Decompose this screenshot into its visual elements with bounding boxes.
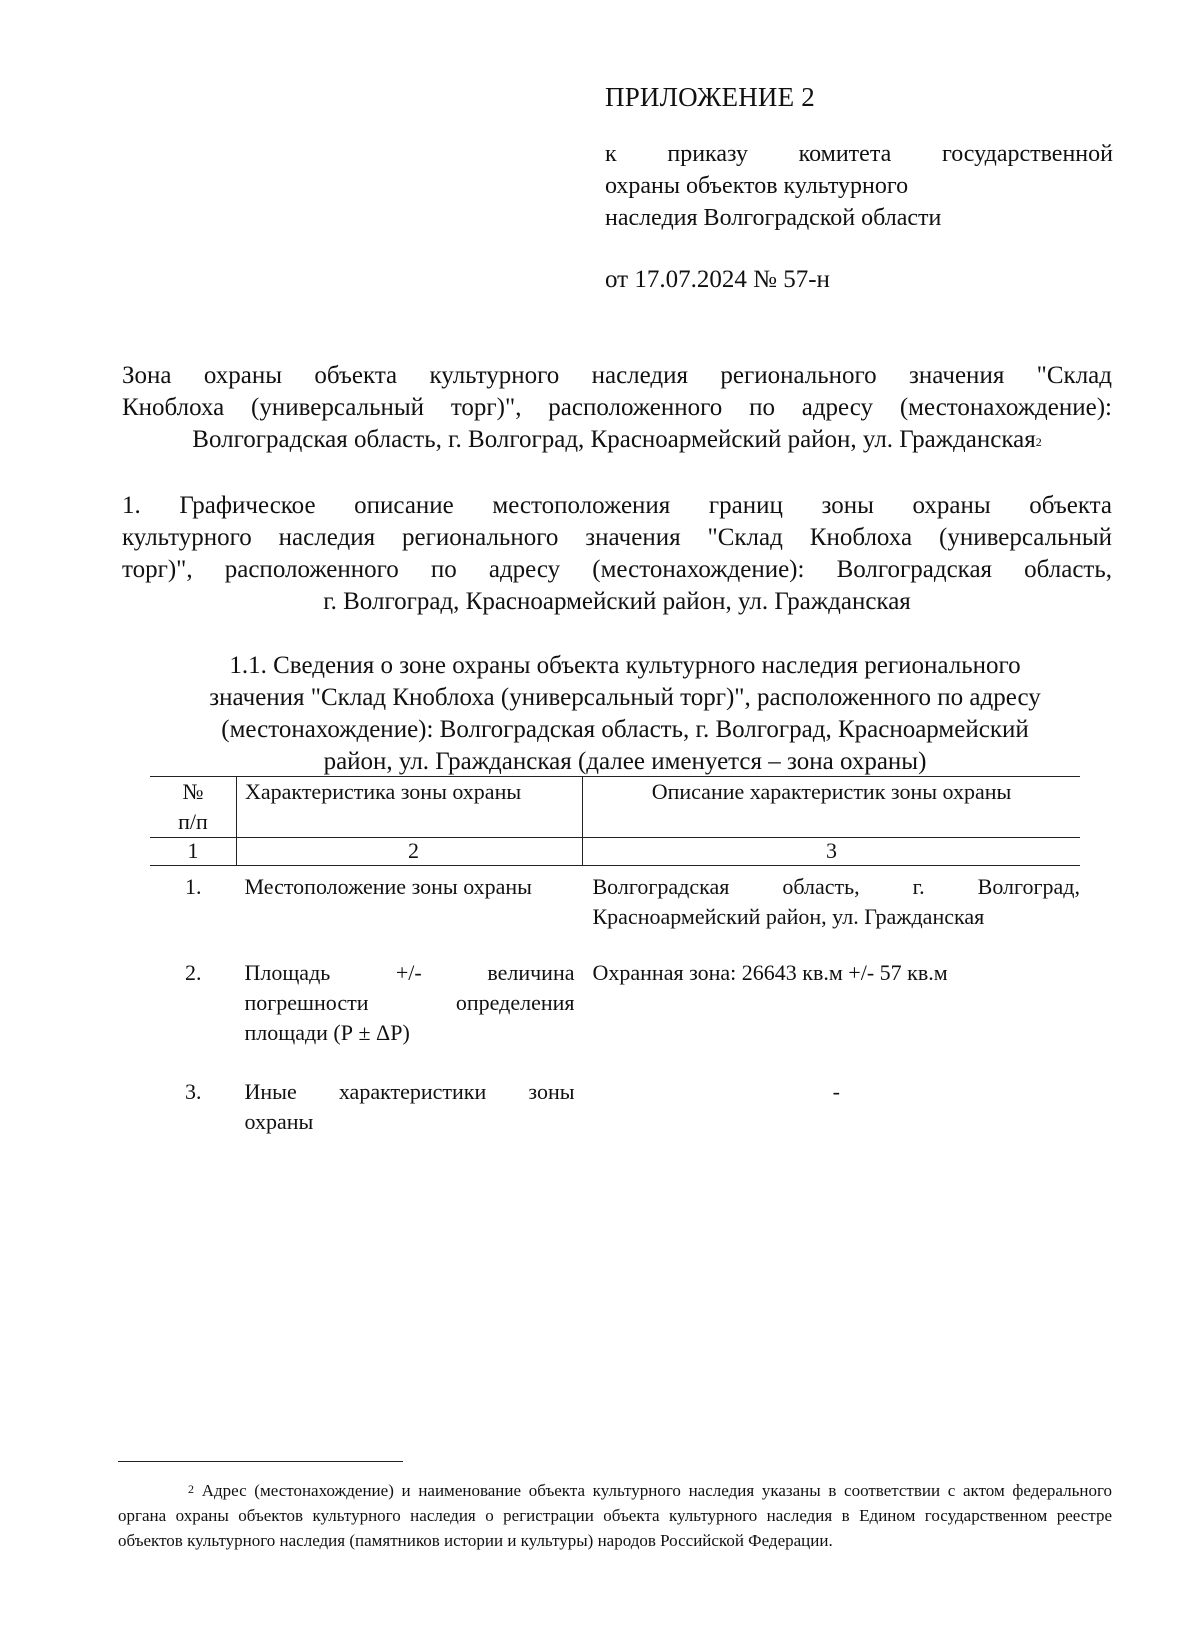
table-header-row bbox=[150, 777, 1080, 838]
section-1-line: торг)", расположенного по адресу (местонахождение): Волгоградская область, bbox=[122, 556, 1112, 583]
row-characteristic: Местоположение зоны охраны bbox=[244, 874, 532, 899]
footnote-separator bbox=[118, 1461, 403, 1462]
header-number bbox=[150, 777, 237, 838]
footnote-reference[interactable]: 2 bbox=[1035, 435, 1042, 449]
main-heading bbox=[122, 360, 1112, 456]
footnote-mark: 2 bbox=[188, 1482, 194, 1496]
table-row bbox=[150, 952, 1080, 1071]
row-number: 1. bbox=[185, 874, 202, 899]
section-1-1-line: 1.1. Сведения о зоне охраны объекта культурного наследия регионального bbox=[229, 652, 1021, 679]
row-description: Охранная зона: 26643 кв.м +/- 57 кв.м bbox=[592, 960, 948, 985]
order-ref-line: к приказу комитета государственной bbox=[605, 141, 1113, 167]
row-characteristic: Площадь +/- величина погрешности определения площади (Р ± ΔР) bbox=[244, 960, 575, 1045]
column-number-row bbox=[150, 838, 1080, 866]
table-row bbox=[150, 1071, 1080, 1137]
footnote bbox=[118, 1478, 1112, 1553]
row-description: Волгоградская область, г. Волгоград, Красноармейский район, ул. Гражданская bbox=[592, 874, 1080, 929]
row-number: 2. bbox=[185, 960, 202, 985]
section-1-line: культурного наследия регионального значения "Склад Кноблоха (универсальный bbox=[122, 524, 1112, 551]
order-ref-line: наследия Волгоградской области bbox=[605, 205, 942, 231]
header-characteristic: Характеристика зоны охраны bbox=[237, 777, 583, 838]
section-1-line: г. Волгоград, Красноармейский район, ул. Гражданская bbox=[323, 588, 911, 615]
footnote-body bbox=[118, 1478, 1112, 1553]
section-1-1-heading bbox=[150, 650, 1100, 778]
order-date: от 17.07.2024 № 57-н bbox=[605, 266, 830, 293]
section-1-heading bbox=[122, 490, 1112, 618]
column-number: 1 bbox=[150, 838, 237, 866]
order-ref-line: охраны объектов культурного bbox=[605, 173, 909, 199]
row-characteristic: Иные характеристики зоны охраны bbox=[244, 1079, 575, 1134]
heading-line-last bbox=[122, 424, 1112, 456]
zone-table-wrapper bbox=[150, 776, 1080, 1137]
section-1-1-line: (местонахождение): Волгоградская область, г. Волгоград, Красноармейский bbox=[221, 716, 1029, 743]
table-row bbox=[150, 866, 1080, 953]
section-1-line: 1. Графическое описание местоположения границ зоны охраны объекта bbox=[122, 492, 1112, 519]
column-number: 3 bbox=[583, 838, 1081, 866]
section-1-1-line: район, ул. Гражданская (далее именуется – зона охраны) bbox=[323, 748, 927, 775]
zone-table bbox=[150, 776, 1080, 1137]
heading-line-text: Волгоградская область, г. Волгоград, Красноармейский район, ул. Гражданская bbox=[192, 426, 1036, 453]
footnote-text: Адрес (местонахождение) и наименование объекта культурного наследия указаны в соответствии с актом федерального органа охраны объектов культурного наследия о регистрации объекта культурного наследия в Едином государственном реестре объектов культурного наследия (памятников истории и культуры) народов Российской Федерации. bbox=[118, 1481, 1112, 1550]
row-description: - bbox=[832, 1079, 840, 1104]
header-number-abbr: п/п bbox=[178, 809, 208, 834]
heading-line: Зона охраны объекта культурного наследия регионального значения "Склад bbox=[122, 362, 1112, 389]
row-number: 3. bbox=[185, 1079, 202, 1104]
section-1-1-line: значения "Склад Кноблоха (универсальный торг)", расположенного по адресу bbox=[209, 684, 1041, 711]
column-number: 2 bbox=[237, 838, 583, 866]
header-description: Описание характеристик зоны охраны bbox=[583, 777, 1081, 838]
header-number-symbol: № bbox=[182, 779, 204, 804]
heading-line: Кноблоха (универсальный торг)", расположенного по адресу (местонахождение): bbox=[122, 394, 1112, 421]
order-reference bbox=[605, 138, 1113, 234]
appendix-title: ПРИЛОЖЕНИЕ 2 bbox=[605, 82, 815, 112]
